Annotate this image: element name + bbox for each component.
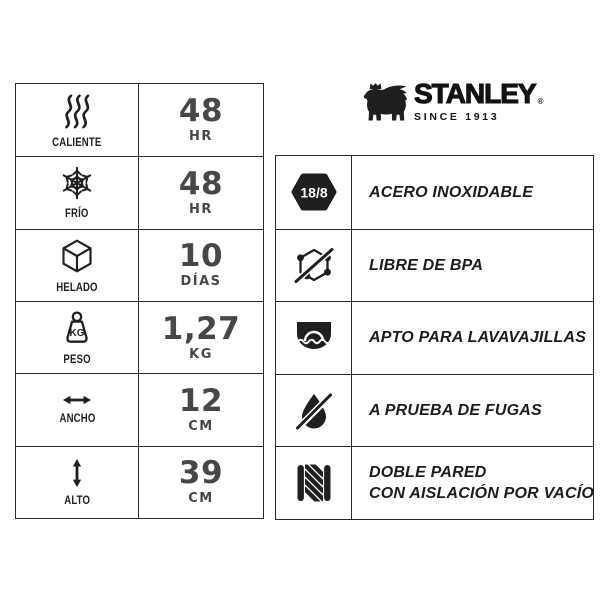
- dishwasher-safe-icon: [294, 320, 334, 356]
- spec-label: FRÍO: [65, 206, 89, 221]
- spec-unit: CM: [188, 491, 214, 507]
- steam-icon: [60, 92, 94, 130]
- weight-kg-badge: KG: [69, 328, 85, 340]
- feature-text: LIBRE DE BPA: [369, 256, 484, 274]
- feature-text: DOBLE PARED: [369, 464, 487, 482]
- spec-label: CALIENTE: [52, 134, 102, 149]
- spec-value-cell: [139, 446, 263, 518]
- spec-unit: KG: [189, 346, 213, 362]
- stainless-ratio-badge: 18/8: [299, 184, 328, 201]
- height-arrow-icon: [71, 458, 83, 488]
- spec-unit: DÍAS: [180, 274, 222, 290]
- spec-value-cell: [139, 373, 263, 445]
- feature-icon-cell: [276, 301, 352, 374]
- spec-cell-frio: [16, 156, 139, 228]
- leak-proof-icon: [294, 391, 334, 431]
- spec-cell-helado: [16, 229, 139, 301]
- spec-value-cell: [139, 156, 263, 228]
- spec-value: 10: [178, 238, 224, 275]
- feature-icon-cell: [276, 446, 352, 519]
- specs-table: [15, 83, 264, 519]
- spec-value: 1,27: [161, 310, 241, 347]
- spec-label: ANCHO: [59, 411, 95, 426]
- width-arrow-icon: [62, 394, 92, 406]
- feature-text-cell: [352, 301, 594, 374]
- spec-label: ALTO: [64, 492, 90, 507]
- registered-mark: ®: [537, 96, 544, 106]
- bpa-free-icon: [294, 245, 334, 285]
- spec-unit: HR: [189, 201, 213, 217]
- spec-value: 48: [178, 165, 224, 202]
- feature-icon-cell: [276, 156, 352, 229]
- feature-text-line2: CON AISLACIÓN POR VACÍO: [369, 485, 595, 503]
- double-wall-vacuum-icon: [294, 463, 334, 503]
- brand-tagline: SINCE 1913: [414, 110, 500, 123]
- ice-cube-icon: [59, 237, 95, 275]
- features-table: [275, 155, 594, 520]
- feature-text-cell: [352, 446, 594, 519]
- brand-wordmark: STANLEY: [414, 78, 536, 109]
- spec-cell-caliente: [16, 84, 139, 156]
- winged-bear-icon: [361, 83, 408, 123]
- spec-cell-alto: [16, 446, 139, 518]
- weight-icon: [58, 309, 96, 347]
- feature-icon-cell: [276, 374, 352, 447]
- spec-label: HELADO: [56, 279, 98, 294]
- snowflake-icon: [59, 165, 95, 201]
- logo-text: [414, 78, 544, 123]
- feature-icon-cell: [276, 229, 352, 302]
- spec-value: 12: [178, 382, 224, 419]
- spec-value-cell: [139, 301, 263, 373]
- spec-value: 39: [178, 455, 224, 492]
- spec-unit: CM: [188, 418, 214, 434]
- feature-text: APTO PARA LAVAVAJILLAS: [369, 329, 587, 347]
- stanley-logo: [361, 78, 544, 123]
- spec-value-cell: [139, 229, 263, 301]
- feature-text-cell: [352, 229, 594, 302]
- spec-unit: HR: [189, 129, 213, 145]
- stainless-steel-18-8-icon: [291, 172, 337, 212]
- spec-label: PESO: [63, 352, 91, 367]
- feature-text-cell: [352, 374, 594, 447]
- spec-value: 48: [178, 93, 224, 130]
- spec-cell-peso: [16, 301, 139, 373]
- feature-text: A PRUEBA DE FUGAS: [369, 402, 542, 420]
- feature-text: ACERO INOXIDABLE: [369, 183, 534, 201]
- spec-cell-ancho: [16, 373, 139, 445]
- feature-text-cell: [352, 156, 594, 229]
- spec-value-cell: [139, 84, 263, 156]
